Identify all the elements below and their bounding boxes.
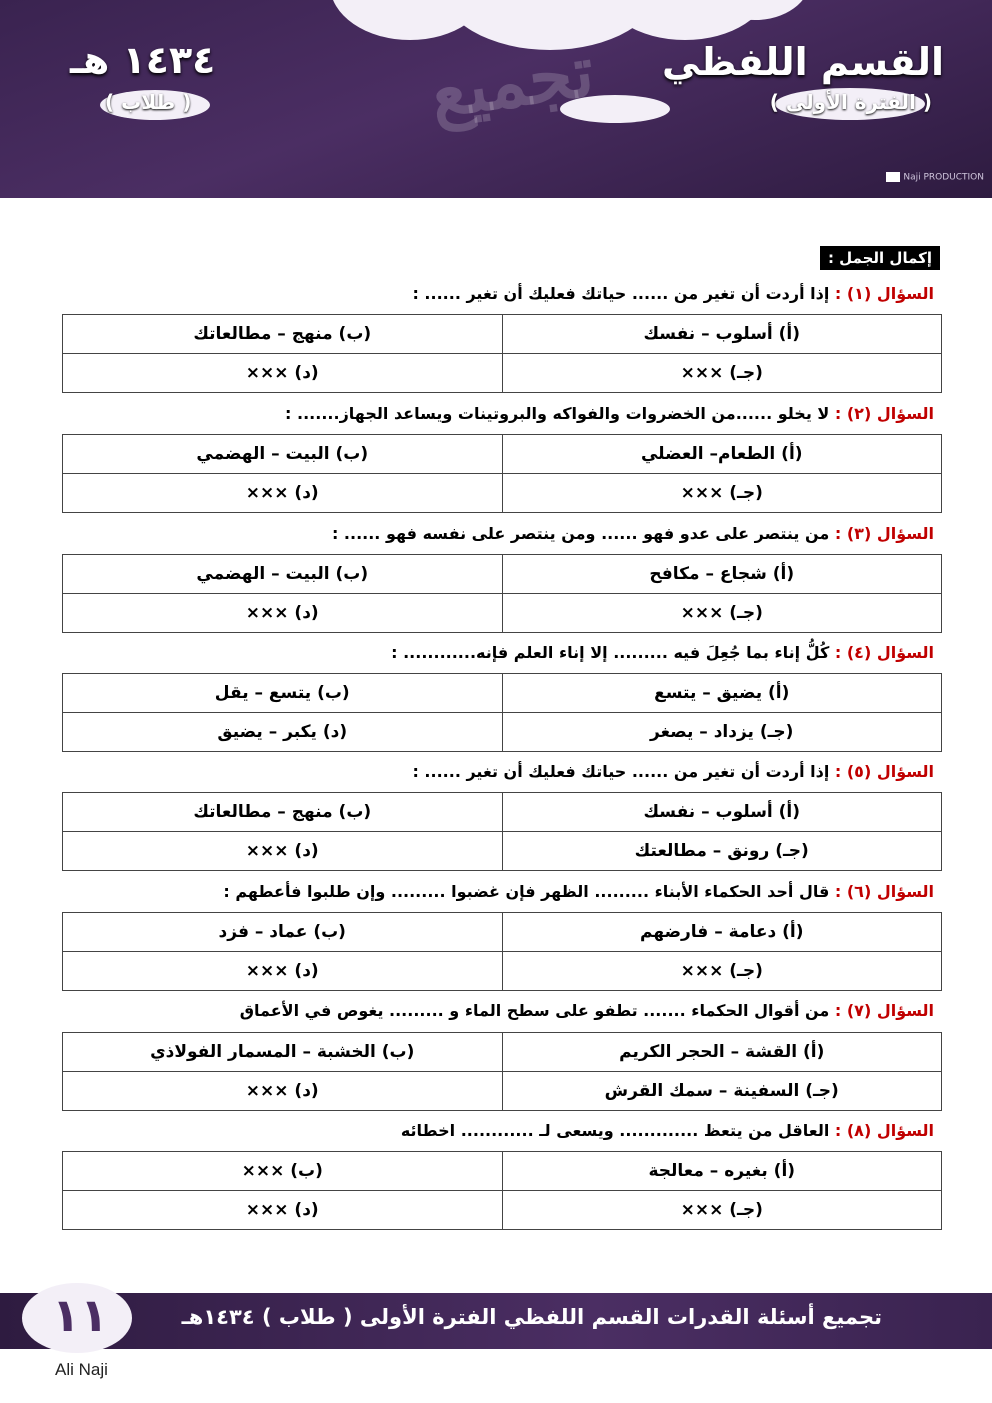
question-1 [412,284,934,303]
option-a[interactable]: (أ) دعامة – فارضهم [502,913,942,952]
options-table-4 [62,673,942,752]
option-c[interactable]: (جـ) ××× [502,1191,942,1230]
question-3 [332,524,934,543]
header-subtitle: ( الفترة الأولى ) [769,90,932,114]
options-table-2 [62,434,942,513]
options-table-6 [62,912,942,991]
question-5 [412,762,934,781]
option-b[interactable]: (ب) البيت – الهضمي [63,555,503,594]
footer-text: تجميع أسئلة القدرات القسم اللفظي الفترة الأولى ( طلاب ) ١٤٣٤هـ [181,1305,882,1329]
option-c[interactable]: (جـ) السفينة – سمك القرش [502,1072,942,1111]
author-name: Ali Naji [55,1360,108,1379]
header-year: ١٤٣٤ هـ [70,38,216,82]
question-8 [401,1121,934,1140]
header-title: القسم اللفظي [662,40,944,84]
question-text: من ينتصر على عدو فهو ...... ومن ينتصر على نفسه فهو ...... : [331,524,830,543]
option-c[interactable]: (جـ) ××× [502,594,942,633]
option-d[interactable]: (د) ××× [63,952,503,991]
option-c[interactable]: (جـ) ××× [502,474,942,513]
option-b[interactable]: (ب) عماد – فزد [63,913,503,952]
question-text: كُلُّ إناء بما جُعِلَ فيه ......... إلا إناء العلم فإنه............ : [391,643,830,662]
options-table-8 [62,1151,942,1230]
option-b[interactable]: (ب) ××× [63,1152,503,1191]
question-text: لا يخلو ......من الخضروات والفواكه والبروتينات ويساعد الجهاز....... : [285,404,830,423]
option-b[interactable]: (ب) الخشبة – المسمار الفولاذي [63,1033,503,1072]
question-label: السؤال (٨) : [834,1121,934,1140]
option-b[interactable]: (ب) البيت – الهضمي [63,435,503,474]
question-label: السؤال (٦) : [834,882,934,901]
page-footer [0,1293,992,1349]
option-b[interactable]: (ب) منهج – مطالعاتك [63,315,503,354]
option-b[interactable]: (ب) منهج – مطالعاتك [63,793,503,832]
option-d[interactable]: (د) ××× [63,354,503,393]
question-text: العاقل من يتعظ ............. ويسعى لـ ............ اخطائه [400,1121,830,1140]
option-d[interactable]: (د) ××× [63,594,503,633]
option-c[interactable]: (جـ) ××× [502,354,942,393]
question-text: إذا أردت أن تغير من ...... حياتك فعليك أن تغير ...... : [412,762,830,781]
question-label: السؤال (٤) : [834,643,934,662]
question-4 [391,643,934,662]
question-label: السؤال (٥) : [834,762,934,781]
question-label: السؤال (٢) : [834,404,934,423]
option-d[interactable]: (د) ××× [63,832,503,871]
question-text: قال أحد الحكماء الأبناء ......... الظهر فإن غضبوا ......... وإن طلبوا فأعطهم : [223,882,830,901]
options-table-5 [62,792,942,871]
option-b[interactable]: (ب) يتسع – يقل [63,674,503,713]
option-d[interactable]: (د) يكبر – يضيق [63,713,503,752]
option-d[interactable]: (د) ××× [63,1072,503,1111]
question-label: السؤال (١) : [834,284,934,303]
logo-text: Naji PRODUCTION [903,172,984,183]
options-table-3 [62,554,942,633]
question-label: السؤال (٣) : [834,524,934,543]
options-table-7 [62,1032,942,1111]
option-a[interactable]: (أ) الطعام– العضلي [502,435,942,474]
option-c[interactable]: (جـ) رونق – مطالعتك [502,832,942,871]
production-logo [886,172,984,183]
page-header [0,0,992,198]
question-2 [285,404,934,423]
watermark-text: تجميع [425,29,599,134]
option-a[interactable]: (أ) أسلوب – نفسك [502,793,942,832]
option-d[interactable]: (د) ××× [63,1191,503,1230]
option-c[interactable]: (جـ) ××× [502,952,942,991]
question-7 [240,1001,934,1020]
question-label: السؤال (٧) : [834,1001,934,1020]
question-text: من أقوال الحكماء ....... تطفو على سطح الماء و ......... يغوص في الأعماق [239,1001,830,1020]
options-table-1 [62,314,942,393]
option-a[interactable]: (أ) القشة – الحجر الكريم [502,1033,942,1072]
option-a[interactable]: (أ) شجاع – مكافح [502,555,942,594]
option-a[interactable]: (أ) أسلوب – نفسك [502,315,942,354]
option-a[interactable]: (أ) بغيره – معالجة [502,1152,942,1191]
section-label: إكمال الجمل : [820,246,940,270]
header-students: ( طلاب ) [105,90,192,114]
option-d[interactable]: (د) ××× [63,474,503,513]
question-text: إذا أردت أن تغير من ...... حياتك فعليك أن تغير ...... : [412,284,830,303]
logo-icon [886,172,900,182]
page-number: ١١ [51,1288,109,1342]
option-c[interactable]: (جـ) يزداد – يصغر [502,713,942,752]
question-6 [223,882,934,901]
option-a[interactable]: (أ) يضيق – يتسع [502,674,942,713]
